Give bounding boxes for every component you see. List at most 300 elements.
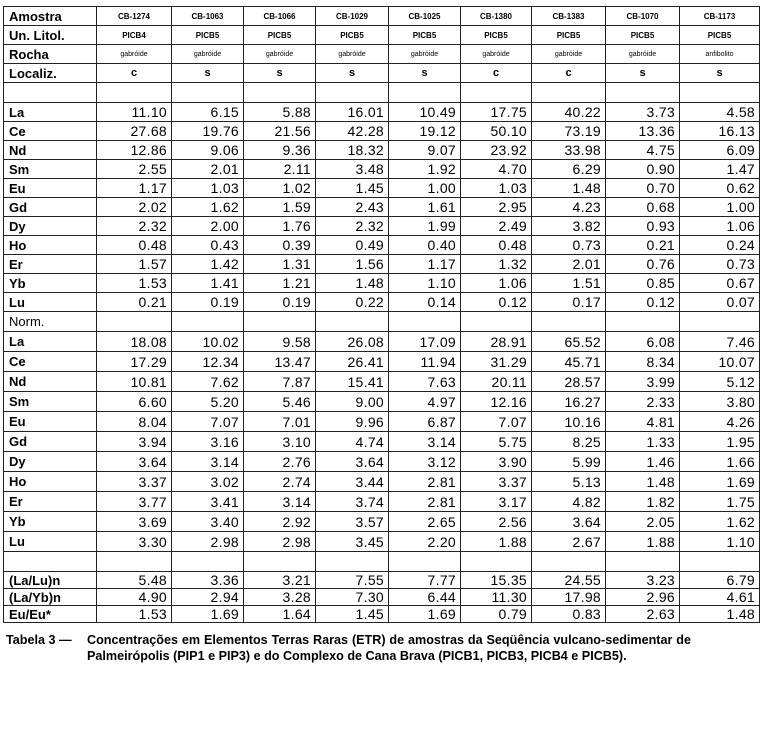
value-cell: 3.69: [97, 512, 172, 532]
header-cell: PICB5: [606, 26, 680, 45]
value-cell: 3.94: [97, 432, 172, 452]
value-cell: 3.44: [316, 472, 389, 492]
value-cell: 0.49: [316, 236, 389, 255]
row-label: Ho: [4, 236, 97, 255]
empty-cell: [172, 312, 244, 332]
value-cell: 6.79: [680, 572, 760, 589]
value-cell: 2.43: [316, 198, 389, 217]
empty-cell: [606, 312, 680, 332]
element-row: [4, 274, 760, 293]
empty-cell: [461, 312, 532, 332]
value-cell: 1.10: [680, 532, 760, 552]
value-cell: 2.98: [172, 532, 244, 552]
value-cell: 1.21: [244, 274, 316, 293]
ratio-row: [4, 572, 760, 589]
value-cell: 0.14: [389, 293, 461, 312]
empty-cell: [316, 312, 389, 332]
value-cell: 0.90: [606, 160, 680, 179]
value-cell: 2.56: [461, 512, 532, 532]
value-cell: 16.13: [680, 122, 760, 141]
value-cell: 6.15: [172, 103, 244, 122]
value-cell: 3.64: [532, 512, 606, 532]
row-label: Ho: [4, 472, 97, 492]
normalized-row: [4, 372, 760, 392]
normalized-row: [4, 512, 760, 532]
value-cell: 3.14: [172, 452, 244, 472]
value-cell: 15.41: [316, 372, 389, 392]
value-cell: 0.48: [461, 236, 532, 255]
empty-cell: [680, 552, 760, 572]
value-cell: 4.82: [532, 492, 606, 512]
value-cell: 2.55: [97, 160, 172, 179]
value-cell: 2.96: [606, 589, 680, 606]
empty-cell: [532, 552, 606, 572]
header-label: Localiz.: [4, 64, 97, 83]
row-label: Ce: [4, 122, 97, 141]
value-cell: 1.64: [244, 606, 316, 623]
value-cell: 7.87: [244, 372, 316, 392]
ree-data-table: [3, 6, 760, 623]
value-cell: 1.99: [389, 217, 461, 236]
normalized-row: [4, 412, 760, 432]
value-cell: 1.59: [244, 198, 316, 217]
empty-cell: [172, 552, 244, 572]
value-cell: 3.80: [680, 392, 760, 412]
value-cell: 31.29: [461, 352, 532, 372]
header-cell: gabróide: [97, 45, 172, 64]
value-cell: 7.01: [244, 412, 316, 432]
header-label: Rocha: [4, 45, 97, 64]
value-cell: 2.81: [389, 472, 461, 492]
value-cell: 0.43: [172, 236, 244, 255]
header-row: [4, 64, 760, 83]
header-cell: c: [461, 64, 532, 83]
empty-cell: [244, 83, 316, 103]
value-cell: 1.17: [389, 255, 461, 274]
caption-text: Concentrações em Elementos Terras Raras (ETR) de amostras da Seqüência vulcano-sedimentar de Palmeirópolis (PIP1 e PIP3) e do Complexo de Cana Brava (PICB1, PICB3, PICB4 e PICB5).: [87, 633, 691, 663]
value-cell: 5.75: [461, 432, 532, 452]
value-cell: 1.41: [172, 274, 244, 293]
value-cell: 11.30: [461, 589, 532, 606]
value-cell: 0.68: [606, 198, 680, 217]
value-cell: 0.93: [606, 217, 680, 236]
value-cell: 3.90: [461, 452, 532, 472]
value-cell: 7.77: [389, 572, 461, 589]
value-cell: 0.21: [606, 236, 680, 255]
value-cell: 0.40: [389, 236, 461, 255]
value-cell: 9.58: [244, 332, 316, 352]
value-cell: 1.10: [389, 274, 461, 293]
element-row: [4, 141, 760, 160]
value-cell: 27.68: [97, 122, 172, 141]
value-cell: 3.48: [316, 160, 389, 179]
value-cell: 1.06: [680, 217, 760, 236]
value-cell: 3.14: [389, 432, 461, 452]
value-cell: 73.19: [532, 122, 606, 141]
value-cell: 3.82: [532, 217, 606, 236]
value-cell: 0.24: [680, 236, 760, 255]
header-cell: CB-1066: [244, 7, 316, 26]
ratio-row: [4, 606, 760, 623]
value-cell: 1.62: [172, 198, 244, 217]
element-row: [4, 255, 760, 274]
value-cell: 2.94: [172, 589, 244, 606]
header-cell: gabróide: [606, 45, 680, 64]
value-cell: 42.28: [316, 122, 389, 141]
value-cell: 0.48: [97, 236, 172, 255]
value-cell: 17.29: [97, 352, 172, 372]
header-cell: s: [172, 64, 244, 83]
value-cell: 6.29: [532, 160, 606, 179]
value-cell: 13.47: [244, 352, 316, 372]
value-cell: 4.75: [606, 141, 680, 160]
header-cell: s: [316, 64, 389, 83]
header-cell: gabróide: [172, 45, 244, 64]
value-cell: 9.00: [316, 392, 389, 412]
element-row: [4, 293, 760, 312]
header-cell: s: [680, 64, 760, 83]
row-label: La: [4, 332, 97, 352]
value-cell: 3.37: [461, 472, 532, 492]
value-cell: 24.55: [532, 572, 606, 589]
value-cell: 1.06: [461, 274, 532, 293]
empty-cell: [389, 83, 461, 103]
empty-cell: [606, 552, 680, 572]
header-cell: PICB5: [389, 26, 461, 45]
row-label: Ce: [4, 352, 97, 372]
value-cell: 2.49: [461, 217, 532, 236]
empty-cell: [461, 552, 532, 572]
empty-cell: [461, 83, 532, 103]
value-cell: 5.88: [244, 103, 316, 122]
value-cell: 10.07: [680, 352, 760, 372]
value-cell: 16.27: [532, 392, 606, 412]
value-cell: 10.81: [97, 372, 172, 392]
value-cell: 4.97: [389, 392, 461, 412]
normalized-row: [4, 352, 760, 372]
header-cell: c: [97, 64, 172, 83]
empty-cell: [680, 312, 760, 332]
row-label: Er: [4, 492, 97, 512]
value-cell: 1.32: [461, 255, 532, 274]
value-cell: 1.48: [680, 606, 760, 623]
value-cell: 7.62: [172, 372, 244, 392]
value-cell: 1.57: [97, 255, 172, 274]
value-cell: 5.20: [172, 392, 244, 412]
value-cell: 0.17: [532, 293, 606, 312]
empty-cell: [244, 312, 316, 332]
normalized-row: [4, 492, 760, 512]
row-label: Eu: [4, 179, 97, 198]
value-cell: 1.53: [97, 606, 172, 623]
value-cell: 1.92: [389, 160, 461, 179]
value-cell: 0.19: [172, 293, 244, 312]
value-cell: 1.03: [172, 179, 244, 198]
value-cell: 9.96: [316, 412, 389, 432]
value-cell: 2.81: [389, 492, 461, 512]
element-row: [4, 160, 760, 179]
value-cell: 65.52: [532, 332, 606, 352]
row-label: La: [4, 103, 97, 122]
value-cell: 0.07: [680, 293, 760, 312]
value-cell: 1.69: [172, 606, 244, 623]
value-cell: 3.12: [389, 452, 461, 472]
empty-cell: [316, 552, 389, 572]
header-cell: s: [244, 64, 316, 83]
value-cell: 2.98: [244, 532, 316, 552]
value-cell: 3.74: [316, 492, 389, 512]
caption-label: Tabela 3 —: [6, 633, 72, 647]
value-cell: 0.12: [606, 293, 680, 312]
value-cell: 19.12: [389, 122, 461, 141]
header-cell: PICB5: [244, 26, 316, 45]
value-cell: 4.81: [606, 412, 680, 432]
value-cell: 4.70: [461, 160, 532, 179]
value-cell: 4.90: [97, 589, 172, 606]
value-cell: 3.17: [461, 492, 532, 512]
value-cell: 7.46: [680, 332, 760, 352]
value-cell: 3.21: [244, 572, 316, 589]
value-cell: 1.56: [316, 255, 389, 274]
value-cell: 0.21: [97, 293, 172, 312]
value-cell: 3.02: [172, 472, 244, 492]
value-cell: 0.85: [606, 274, 680, 293]
value-cell: 18.32: [316, 141, 389, 160]
value-cell: 9.07: [389, 141, 461, 160]
value-cell: 3.40: [172, 512, 244, 532]
element-row: [4, 103, 760, 122]
value-cell: 5.12: [680, 372, 760, 392]
element-row: [4, 217, 760, 236]
value-cell: 1.42: [172, 255, 244, 274]
header-label: Amostra: [4, 7, 97, 26]
value-cell: 5.99: [532, 452, 606, 472]
value-cell: 1.00: [680, 198, 760, 217]
empty-cell: [680, 83, 760, 103]
header-cell: PICB5: [461, 26, 532, 45]
value-cell: 6.87: [389, 412, 461, 432]
empty-cell: [532, 312, 606, 332]
value-cell: 1.53: [97, 274, 172, 293]
value-cell: 1.02: [244, 179, 316, 198]
value-cell: 8.25: [532, 432, 606, 452]
value-cell: 4.23: [532, 198, 606, 217]
value-cell: 1.69: [680, 472, 760, 492]
value-cell: 6.44: [389, 589, 461, 606]
empty-cell: [97, 312, 172, 332]
value-cell: 0.70: [606, 179, 680, 198]
value-cell: 5.46: [244, 392, 316, 412]
value-cell: 3.23: [606, 572, 680, 589]
header-cell: s: [606, 64, 680, 83]
value-cell: 2.05: [606, 512, 680, 532]
value-cell: 1.45: [316, 606, 389, 623]
value-cell: 0.22: [316, 293, 389, 312]
value-cell: 2.20: [389, 532, 461, 552]
spacer-row: [4, 552, 760, 572]
header-cell: gabróide: [389, 45, 461, 64]
value-cell: 28.57: [532, 372, 606, 392]
value-cell: 10.49: [389, 103, 461, 122]
value-cell: 1.62: [680, 512, 760, 532]
value-cell: 21.56: [244, 122, 316, 141]
header-cell: gabróide: [532, 45, 606, 64]
value-cell: 20.11: [461, 372, 532, 392]
value-cell: 2.92: [244, 512, 316, 532]
value-cell: 7.63: [389, 372, 461, 392]
element-row: [4, 122, 760, 141]
value-cell: 1.45: [316, 179, 389, 198]
header-cell: CB-1274: [97, 7, 172, 26]
value-cell: 17.75: [461, 103, 532, 122]
value-cell: 8.04: [97, 412, 172, 432]
value-cell: 2.01: [172, 160, 244, 179]
value-cell: 4.58: [680, 103, 760, 122]
value-cell: 0.62: [680, 179, 760, 198]
value-cell: 0.73: [680, 255, 760, 274]
header-cell: gabróide: [461, 45, 532, 64]
header-cell: CB-1025: [389, 7, 461, 26]
empty-cell: [97, 552, 172, 572]
value-cell: 1.03: [461, 179, 532, 198]
value-cell: 6.60: [97, 392, 172, 412]
value-cell: 1.00: [389, 179, 461, 198]
value-cell: 0.67: [680, 274, 760, 293]
value-cell: 2.02: [97, 198, 172, 217]
value-cell: 10.02: [172, 332, 244, 352]
empty-cell: [4, 552, 97, 572]
value-cell: 6.09: [680, 141, 760, 160]
value-cell: 1.82: [606, 492, 680, 512]
value-cell: 3.73: [606, 103, 680, 122]
value-cell: 0.79: [461, 606, 532, 623]
header-cell: gabróide: [244, 45, 316, 64]
value-cell: 2.65: [389, 512, 461, 532]
header-cell: CB-1029: [316, 7, 389, 26]
value-cell: 1.88: [461, 532, 532, 552]
row-label: Sm: [4, 160, 97, 179]
value-cell: 2.32: [316, 217, 389, 236]
header-cell: s: [389, 64, 461, 83]
value-cell: 7.07: [461, 412, 532, 432]
value-cell: 2.11: [244, 160, 316, 179]
row-label: Sm: [4, 392, 97, 412]
value-cell: 5.13: [532, 472, 606, 492]
value-cell: 3.14: [244, 492, 316, 512]
header-cell: PICB5: [172, 26, 244, 45]
value-cell: 4.61: [680, 589, 760, 606]
normalized-row: [4, 392, 760, 412]
row-label: Gd: [4, 432, 97, 452]
value-cell: 23.92: [461, 141, 532, 160]
value-cell: 11.94: [389, 352, 461, 372]
value-cell: 0.83: [532, 606, 606, 623]
value-cell: 8.34: [606, 352, 680, 372]
empty-cell: [4, 83, 97, 103]
row-label: Lu: [4, 532, 97, 552]
value-cell: 4.26: [680, 412, 760, 432]
header-cell: CB-1383: [532, 7, 606, 26]
header-cell: CB-1063: [172, 7, 244, 26]
empty-cell: [389, 552, 461, 572]
value-cell: 3.37: [97, 472, 172, 492]
value-cell: 6.08: [606, 332, 680, 352]
value-cell: 1.75: [680, 492, 760, 512]
value-cell: 3.10: [244, 432, 316, 452]
value-cell: 13.36: [606, 122, 680, 141]
value-cell: 28.91: [461, 332, 532, 352]
value-cell: 50.10: [461, 122, 532, 141]
value-cell: 12.16: [461, 392, 532, 412]
value-cell: 1.95: [680, 432, 760, 452]
value-cell: 7.07: [172, 412, 244, 432]
value-cell: 12.34: [172, 352, 244, 372]
empty-cell: [606, 83, 680, 103]
value-cell: 3.77: [97, 492, 172, 512]
value-cell: 1.46: [606, 452, 680, 472]
value-cell: 0.39: [244, 236, 316, 255]
value-cell: 9.06: [172, 141, 244, 160]
row-label: Nd: [4, 141, 97, 160]
value-cell: 1.51: [532, 274, 606, 293]
value-cell: 3.64: [97, 452, 172, 472]
value-cell: 7.30: [316, 589, 389, 606]
norm-row: [4, 312, 760, 332]
value-cell: 17.09: [389, 332, 461, 352]
value-cell: 45.71: [532, 352, 606, 372]
header-cell: CB-1380: [461, 7, 532, 26]
element-row: [4, 198, 760, 217]
value-cell: 2.76: [244, 452, 316, 472]
element-row: [4, 179, 760, 198]
value-cell: 19.76: [172, 122, 244, 141]
header-cell: PICB5: [532, 26, 606, 45]
header-row: [4, 26, 760, 45]
header-row: [4, 45, 760, 64]
value-cell: 2.63: [606, 606, 680, 623]
row-label: Eu: [4, 412, 97, 432]
value-cell: 3.36: [172, 572, 244, 589]
row-label: Eu/Eu*: [4, 606, 97, 623]
value-cell: 33.98: [532, 141, 606, 160]
normalized-row: [4, 532, 760, 552]
value-cell: 2.74: [244, 472, 316, 492]
value-cell: 3.16: [172, 432, 244, 452]
row-label: Nd: [4, 372, 97, 392]
ratio-row: [4, 589, 760, 606]
value-cell: 16.01: [316, 103, 389, 122]
value-cell: 15.35: [461, 572, 532, 589]
value-cell: 1.88: [606, 532, 680, 552]
value-cell: 18.08: [97, 332, 172, 352]
value-cell: 1.48: [532, 179, 606, 198]
header-cell: PICB5: [680, 26, 760, 45]
value-cell: 1.17: [97, 179, 172, 198]
value-cell: 26.08: [316, 332, 389, 352]
value-cell: 3.30: [97, 532, 172, 552]
value-cell: 1.48: [606, 472, 680, 492]
value-cell: 7.55: [316, 572, 389, 589]
value-cell: 10.16: [532, 412, 606, 432]
empty-cell: [389, 312, 461, 332]
header-cell: anfibolito: [680, 45, 760, 64]
value-cell: 2.00: [172, 217, 244, 236]
value-cell: 1.48: [316, 274, 389, 293]
value-cell: 3.41: [172, 492, 244, 512]
value-cell: 2.33: [606, 392, 680, 412]
value-cell: 1.47: [680, 160, 760, 179]
value-cell: 12.86: [97, 141, 172, 160]
